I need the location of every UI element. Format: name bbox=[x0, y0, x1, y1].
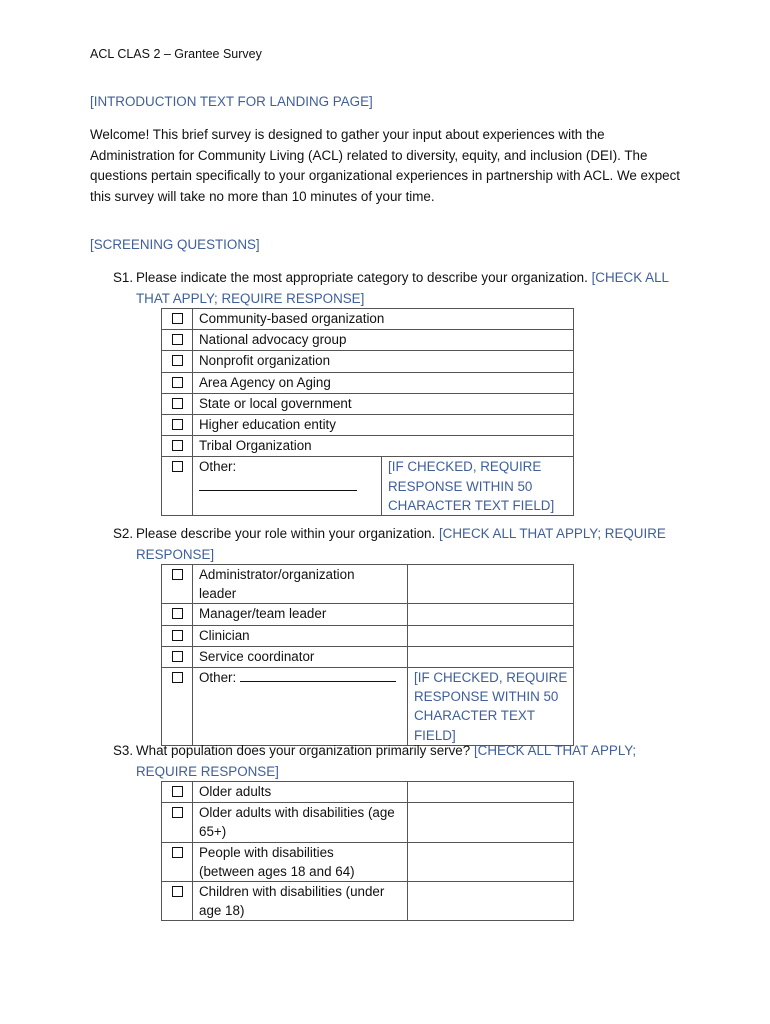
table-row bbox=[162, 372, 574, 393]
table-row bbox=[162, 330, 574, 351]
checkbox[interactable] bbox=[172, 807, 183, 818]
question-s3-text: What population does your organization primarily serve? bbox=[136, 743, 471, 758]
question-s2 bbox=[113, 524, 673, 565]
question-s3 bbox=[113, 741, 673, 782]
checkbox[interactable] bbox=[172, 630, 183, 641]
checkbox[interactable] bbox=[172, 377, 183, 388]
table-row bbox=[162, 565, 574, 604]
table-row bbox=[162, 457, 574, 516]
welcome-paragraph: Welcome! This brief survey is designed to gather your input about experiences with the Administration for Community Living (ACL) related to diversity, equity, and inclusion (DEI). The questions pertain specifically to your organizational experiences in partnership with ACL. We expect this survey will take no more than 10 minutes of your time. bbox=[90, 127, 681, 204]
question-s2-number: S2. bbox=[113, 526, 134, 541]
table-row bbox=[162, 782, 574, 803]
checkbox[interactable] bbox=[172, 886, 183, 897]
intro-section-label: [INTRODUCTION TEXT FOR LANDING PAGE] bbox=[90, 94, 373, 109]
question-s2-instruction: [CHECK ALL THAT APPLY; REQUIRE RESPONSE] bbox=[136, 526, 666, 562]
table-row bbox=[162, 351, 574, 372]
s2-options-table bbox=[161, 564, 574, 746]
s3-options-table bbox=[161, 781, 574, 921]
other-option-cell bbox=[193, 457, 382, 516]
option-label: Older adults bbox=[193, 782, 408, 803]
table-row bbox=[162, 882, 574, 921]
checkbox[interactable] bbox=[172, 651, 183, 662]
other-text-line[interactable] bbox=[240, 669, 396, 682]
other-label: Other: bbox=[199, 459, 237, 475]
option-label: Administrator/organization leader bbox=[193, 565, 408, 604]
question-s1 bbox=[113, 268, 673, 309]
question-s1-instruction: [CHECK ALL THAT APPLY; REQUIRE RESPONSE] bbox=[136, 270, 669, 306]
option-label: Higher education entity bbox=[193, 415, 574, 436]
question-s3-number: S3. bbox=[113, 743, 134, 758]
question-s3-instruction: [CHECK ALL THAT APPLY; REQUIRE RESPONSE] bbox=[136, 743, 637, 779]
table-row bbox=[162, 842, 574, 881]
checkbox[interactable] bbox=[172, 334, 183, 345]
other-text-line[interactable] bbox=[199, 480, 357, 491]
checkbox[interactable] bbox=[172, 608, 183, 619]
option-label: Manager/team leader bbox=[193, 604, 408, 625]
other-option-cell bbox=[193, 668, 408, 746]
option-label: National advocacy group bbox=[193, 330, 574, 351]
option-label: Older adults with disabilities (age 65+) bbox=[193, 803, 408, 842]
checkbox[interactable] bbox=[172, 569, 183, 580]
table-row bbox=[162, 309, 574, 330]
option-label: Clinician bbox=[193, 625, 408, 646]
option-label: State or local government bbox=[193, 393, 574, 414]
option-label: Tribal Organization bbox=[193, 436, 574, 457]
table-row bbox=[162, 415, 574, 436]
option-label: Nonprofit organization bbox=[193, 351, 574, 372]
checkbox[interactable] bbox=[172, 398, 183, 409]
other-note: [IF CHECKED, REQUIRE RESPONSE WITHIN 50 CHARACTER TEXT FIELD] bbox=[408, 668, 574, 746]
table-row bbox=[162, 803, 574, 842]
table-row bbox=[162, 646, 574, 667]
option-label: People with disabilities (between ages 18 and 64) bbox=[193, 842, 408, 881]
table-row bbox=[162, 604, 574, 625]
checkbox[interactable] bbox=[172, 672, 183, 683]
checkbox[interactable] bbox=[172, 786, 183, 797]
document-header: ACL CLAS 2 – Grantee Survey bbox=[90, 47, 262, 61]
other-note: [IF CHECKED, REQUIRE RESPONSE WITHIN 50 CHARACTER TEXT FIELD] bbox=[382, 457, 574, 516]
table-row bbox=[162, 393, 574, 414]
other-label: Other: bbox=[199, 670, 237, 686]
checkbox[interactable] bbox=[172, 419, 183, 430]
checkbox[interactable] bbox=[172, 440, 183, 451]
option-label: Service coordinator bbox=[193, 646, 408, 667]
option-label: Community-based organization bbox=[193, 309, 574, 330]
checkbox[interactable] bbox=[172, 847, 183, 858]
table-row bbox=[162, 625, 574, 646]
checkbox[interactable] bbox=[172, 355, 183, 366]
screening-section-label: [SCREENING QUESTIONS] bbox=[90, 237, 260, 252]
question-s2-text: Please describe your role within your organization. bbox=[136, 526, 436, 541]
table-row bbox=[162, 668, 574, 746]
question-s1-number: S1. bbox=[113, 270, 134, 285]
table-row bbox=[162, 436, 574, 457]
checkbox[interactable] bbox=[172, 313, 183, 324]
checkbox[interactable] bbox=[172, 461, 183, 472]
question-s1-text: Please indicate the most appropriate category to describe your organization. bbox=[136, 270, 588, 285]
option-label: Children with disabilities (under age 18) bbox=[193, 882, 408, 921]
option-label: Area Agency on Aging bbox=[193, 372, 574, 393]
s1-options-table bbox=[161, 308, 574, 516]
